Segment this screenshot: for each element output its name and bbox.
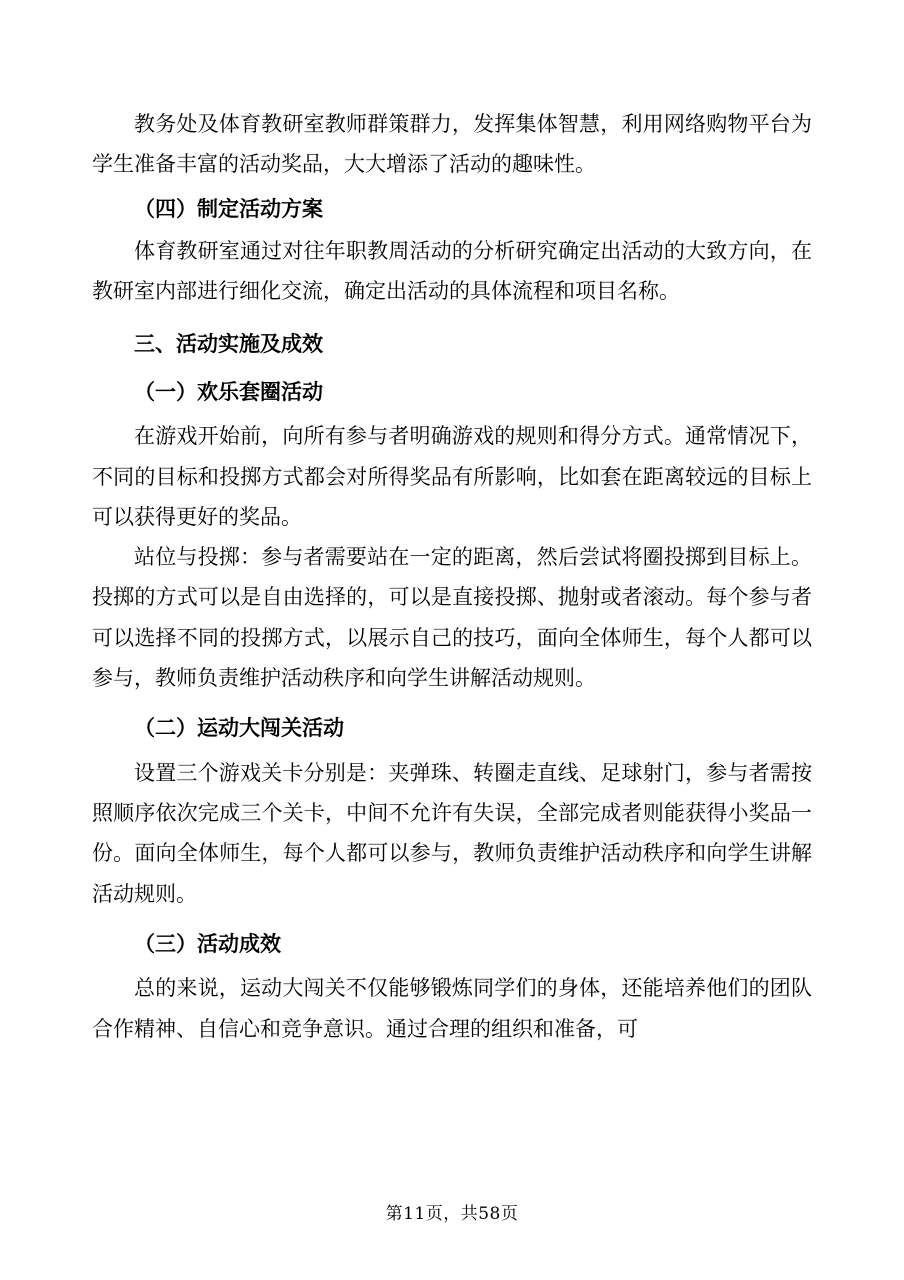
section-subheading: （三）活动成效 — [134, 930, 281, 956]
section-heading: 三、活动实施及成效 — [134, 330, 323, 356]
paragraph: 教务处及体育教研室教师群策群力，发挥集体智慧，利用网络购物平台为学生准备丰富的活动奖品，大大增添了活动的趣味性。 — [92, 112, 812, 177]
page-footer: 第11页，共58页 — [385, 1204, 519, 1224]
paragraph: 站位与投掷：参与者需要站在一定的距离，然后尝试将圈投掷到目标上。投掷的方式可以是自由选择的，可以是直接投掷、抛射或者滚动。每个参与者可以选择不同的投掷方式，以展示自己的技巧，面向全体师生，每个人都可以参与，教师负责维护活动秩序和向学生讲解活动规则。 — [92, 545, 812, 691]
paragraph: 在游戏开始前，向所有参与者明确游戏的规则和得分方式。通常情况下，不同的目标和投掷方式都会对所得奖品有所影响，比如套在距离较远的目标上可以获得更好的奖品。 — [92, 424, 812, 529]
paragraph: 设置三个游戏关卡分别是：夹弹珠、转圈走直线、足球射门，参与者需按照顺序依次完成三个关卡，中间不允许有失误，全部完成者则能获得小奖品一份。面向全体师生，每个人都可以参与，教师负责维护活动秩序和向学生讲解活动规则。 — [92, 760, 812, 906]
section-subheading: （四）制定活动方案 — [134, 195, 323, 221]
section-subheading: （二）运动大闯关活动 — [134, 715, 344, 741]
document-body — [92, 104, 812, 1049]
paragraph: 体育教研室通过对往年职教周活动的分析研究确定出活动的大致方向，在教研室内部进行细化交流，确定出活动的具体流程和项目名称。 — [92, 238, 812, 304]
paragraph: 总的来说，运动大闯关不仅能够锻炼同学们的身体，还能培养他们的团队合作精神、自信心和竞争意识。通过合理的组织和准备，可 — [92, 976, 812, 1041]
section-subheading: （一）欢乐套圈活动 — [134, 378, 323, 404]
